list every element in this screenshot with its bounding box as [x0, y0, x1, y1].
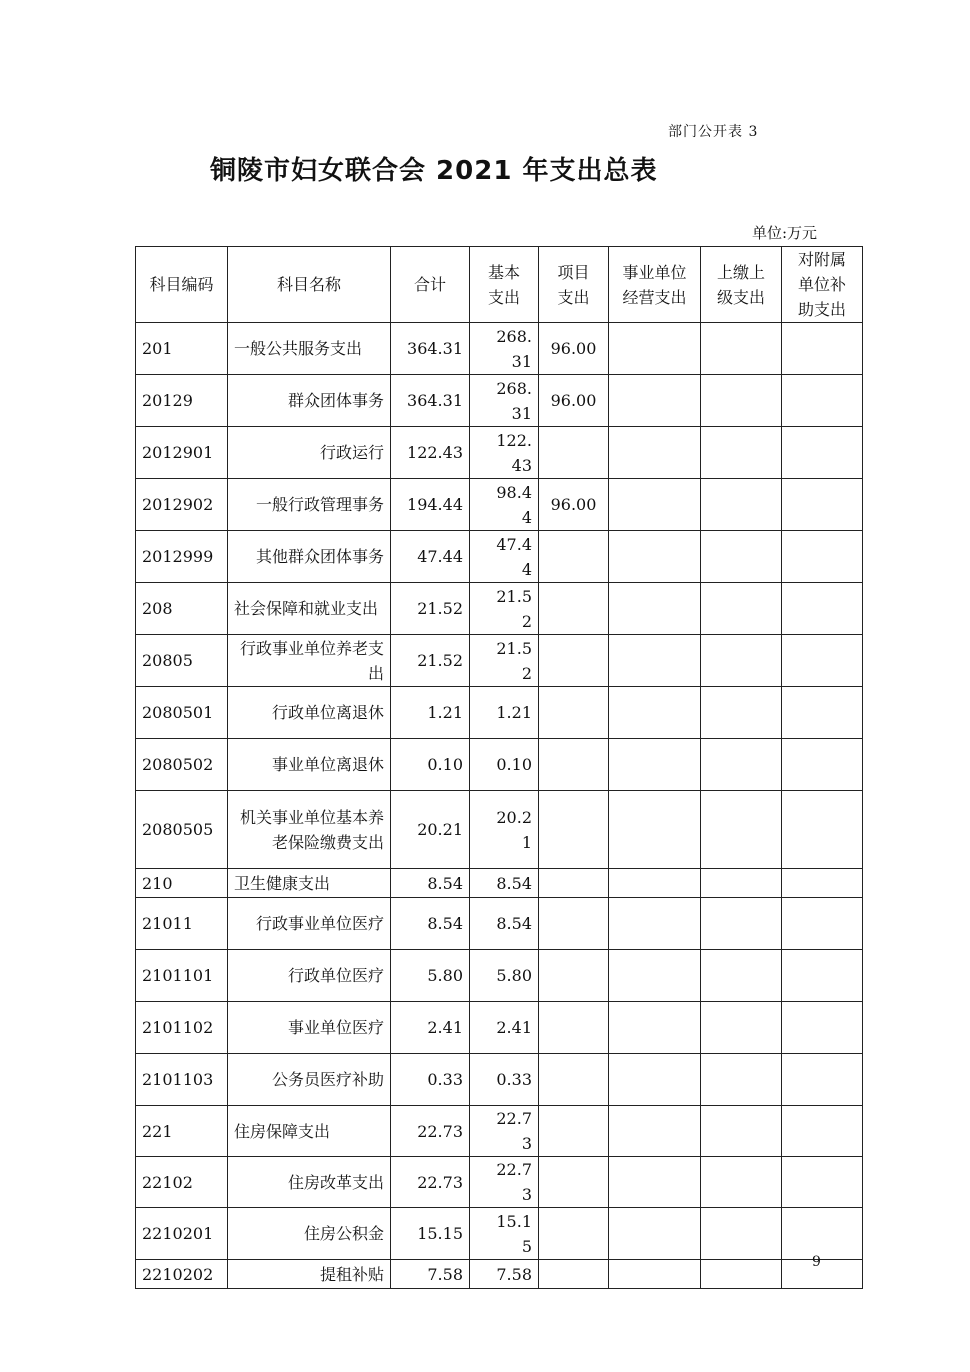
row-total: 5.80 — [391, 950, 470, 1002]
row-name: 住房公积金 — [228, 1208, 391, 1260]
row-total: 22.73 — [391, 1106, 470, 1157]
row-project: 96.00 — [539, 479, 609, 531]
row-total: 8.54 — [391, 869, 470, 898]
row-subsidy — [782, 1002, 863, 1054]
row-basic: 20.21 — [470, 791, 539, 869]
row-name: 事业单位离退休 — [228, 739, 391, 791]
row-operating — [609, 635, 701, 687]
column-header — [391, 247, 470, 323]
row-total: 364.31 — [391, 375, 470, 427]
row-total: 364.31 — [391, 323, 470, 375]
row-basic: 22.73 — [470, 1157, 539, 1208]
row-subsidy — [782, 1106, 863, 1157]
row-operating — [609, 950, 701, 1002]
table-row — [136, 1054, 863, 1106]
row-basic: 15.15 — [470, 1208, 539, 1260]
row-code: 20805 — [136, 635, 228, 687]
page-title: 铜陵市妇女联合会 2021 年支出总表 — [210, 156, 658, 186]
row-basic: 0.10 — [470, 739, 539, 791]
table-row — [136, 583, 863, 635]
row-code: 2210201 — [136, 1208, 228, 1260]
row-subsidy — [782, 583, 863, 635]
row-operating — [609, 1260, 701, 1289]
column-header — [470, 247, 539, 323]
row-remit — [701, 1208, 782, 1260]
row-remit — [701, 739, 782, 791]
table-row — [136, 479, 863, 531]
row-total: 0.33 — [391, 1054, 470, 1106]
row-operating — [609, 898, 701, 950]
row-name: 公务员医疗补助 — [228, 1054, 391, 1106]
column-header-text: 对附属 — [797, 250, 846, 269]
column-header — [701, 247, 782, 323]
row-subsidy — [782, 950, 863, 1002]
table-row — [136, 1260, 863, 1289]
row-name: 社会保障和就业支出 — [228, 583, 391, 635]
column-header-text: 上缴上 — [716, 262, 765, 282]
row-operating — [609, 427, 701, 479]
row-subsidy — [782, 427, 863, 479]
row-basic: 22.73 — [470, 1106, 539, 1157]
column-header-text: 支出 — [557, 287, 590, 307]
row-name: 行政单位医疗 — [228, 950, 391, 1002]
table-row — [136, 323, 863, 375]
table-row — [136, 531, 863, 583]
row-code: 2012902 — [136, 479, 228, 531]
row-total: 22.73 — [391, 1157, 470, 1208]
row-subsidy — [782, 375, 863, 427]
row-project — [539, 950, 609, 1002]
row-remit — [701, 323, 782, 375]
row-remit — [701, 635, 782, 687]
unit-label: 单位:万元 — [752, 224, 818, 242]
row-basic: 122.43 — [470, 427, 539, 479]
row-code: 2080502 — [136, 739, 228, 791]
column-header-text: 项目 — [557, 262, 590, 282]
column-header — [539, 247, 609, 323]
row-operating — [609, 1208, 701, 1260]
column-header-text: 合计 — [413, 275, 446, 294]
row-code: 2080505 — [136, 791, 228, 869]
row-code: 20129 — [136, 375, 228, 427]
row-project — [539, 1002, 609, 1054]
row-project — [539, 583, 609, 635]
table-row — [136, 1106, 863, 1157]
row-project: 96.00 — [539, 375, 609, 427]
row-operating — [609, 375, 701, 427]
table-row — [136, 375, 863, 427]
row-subsidy — [782, 1054, 863, 1106]
row-total: 194.44 — [391, 479, 470, 531]
row-code: 2012901 — [136, 427, 228, 479]
row-remit — [701, 898, 782, 950]
row-project — [539, 427, 609, 479]
row-operating — [609, 1157, 701, 1208]
row-project — [539, 898, 609, 950]
row-basic: 47.44 — [470, 531, 539, 583]
row-code: 221 — [136, 1106, 228, 1157]
row-operating — [609, 869, 701, 898]
row-total: 8.54 — [391, 898, 470, 950]
row-project: 96.00 — [539, 323, 609, 375]
row-name: 行政事业单位医疗 — [228, 898, 391, 950]
row-operating — [609, 323, 701, 375]
row-subsidy — [782, 898, 863, 950]
row-total: 1.21 — [391, 687, 470, 739]
row-basic: 98.44 — [470, 479, 539, 531]
row-remit — [701, 1106, 782, 1157]
row-operating — [609, 791, 701, 869]
row-total: 21.52 — [391, 635, 470, 687]
row-project — [539, 869, 609, 898]
row-subsidy — [782, 531, 863, 583]
table-row — [136, 1208, 863, 1260]
row-operating — [609, 739, 701, 791]
row-name: 其他群众团体事务 — [228, 531, 391, 583]
row-code: 208 — [136, 583, 228, 635]
row-basic: 0.33 — [470, 1054, 539, 1106]
row-code: 2101102 — [136, 1002, 228, 1054]
row-name: 住房保障支出 — [228, 1106, 391, 1157]
column-header-text: 支出 — [487, 287, 520, 307]
column-header — [136, 247, 228, 323]
row-operating — [609, 1106, 701, 1157]
row-name: 提租补贴 — [228, 1260, 391, 1289]
row-basic: 268.31 — [470, 323, 539, 375]
row-basic: 21.52 — [470, 583, 539, 635]
row-name: 行政事业单位养老支出 — [228, 635, 391, 687]
row-remit — [701, 375, 782, 427]
row-operating — [609, 1002, 701, 1054]
expenditure-table — [135, 246, 863, 1289]
row-remit — [701, 1002, 782, 1054]
row-project — [539, 1157, 609, 1208]
row-remit — [701, 950, 782, 1002]
page-number: 9 — [812, 1254, 821, 1270]
row-operating — [609, 479, 701, 531]
row-total: 47.44 — [391, 531, 470, 583]
row-remit — [701, 1157, 782, 1208]
table-number-tag: 部门公开表 3 — [668, 124, 759, 140]
table-row — [136, 869, 863, 898]
column-header-text: 事业单位 — [622, 262, 687, 282]
row-total: 122.43 — [391, 427, 470, 479]
row-code: 2080501 — [136, 687, 228, 739]
row-code: 22102 — [136, 1157, 228, 1208]
row-remit — [701, 479, 782, 531]
column-header-text: 基本 — [487, 262, 520, 282]
row-basic: 8.54 — [470, 869, 539, 898]
row-name: 群众团体事务 — [228, 375, 391, 427]
row-total: 0.10 — [391, 739, 470, 791]
row-project — [539, 1054, 609, 1106]
row-remit — [701, 531, 782, 583]
row-subsidy — [782, 323, 863, 375]
row-remit — [701, 791, 782, 869]
row-remit — [701, 1260, 782, 1289]
table-row — [136, 687, 863, 739]
row-subsidy — [782, 1260, 863, 1289]
row-subsidy — [782, 869, 863, 898]
row-basic: 21.52 — [470, 635, 539, 687]
row-total: 21.52 — [391, 583, 470, 635]
row-project — [539, 1106, 609, 1157]
column-header-text: 科目编码 — [149, 275, 214, 294]
table-row — [136, 739, 863, 791]
row-basic: 7.58 — [470, 1260, 539, 1289]
row-remit — [701, 583, 782, 635]
row-basic: 2.41 — [470, 1002, 539, 1054]
row-code: 2012999 — [136, 531, 228, 583]
row-total: 2.41 — [391, 1002, 470, 1054]
row-operating — [609, 1054, 701, 1106]
row-name: 机关事业单位基本养老保险缴费支出 — [228, 791, 391, 869]
row-subsidy — [782, 1208, 863, 1260]
row-project — [539, 1260, 609, 1289]
row-project — [539, 687, 609, 739]
column-header — [782, 247, 863, 323]
row-remit — [701, 687, 782, 739]
row-remit — [701, 1054, 782, 1106]
row-basic: 1.21 — [470, 687, 539, 739]
row-subsidy — [782, 1157, 863, 1208]
table-row — [136, 1157, 863, 1208]
row-project — [539, 739, 609, 791]
column-header-text: 级支出 — [716, 287, 765, 307]
row-subsidy — [782, 687, 863, 739]
row-name: 行政单位离退休 — [228, 687, 391, 739]
row-code: 210 — [136, 869, 228, 898]
row-project — [539, 791, 609, 869]
row-subsidy — [782, 739, 863, 791]
row-project — [539, 635, 609, 687]
row-remit — [701, 427, 782, 479]
row-basic: 5.80 — [470, 950, 539, 1002]
column-header — [228, 247, 391, 323]
row-code: 2101101 — [136, 950, 228, 1002]
row-code: 2210202 — [136, 1260, 228, 1289]
row-subsidy — [782, 635, 863, 687]
column-header-text: 助支出 — [797, 300, 846, 319]
table-header-row — [136, 247, 863, 323]
row-code: 21011 — [136, 898, 228, 950]
row-project — [539, 1208, 609, 1260]
row-name: 住房改革支出 — [228, 1157, 391, 1208]
row-operating — [609, 687, 701, 739]
column-header-text: 单位补 — [797, 275, 846, 294]
row-name: 行政运行 — [228, 427, 391, 479]
row-code: 2101103 — [136, 1054, 228, 1106]
row-project — [539, 531, 609, 583]
table-row — [136, 1002, 863, 1054]
row-basic: 8.54 — [470, 898, 539, 950]
row-name: 事业单位医疗 — [228, 1002, 391, 1054]
table-row — [136, 950, 863, 1002]
row-remit — [701, 869, 782, 898]
row-operating — [609, 531, 701, 583]
row-total: 7.58 — [391, 1260, 470, 1289]
row-subsidy — [782, 791, 863, 869]
row-basic: 268.31 — [470, 375, 539, 427]
row-total: 15.15 — [391, 1208, 470, 1260]
row-code: 201 — [136, 323, 228, 375]
column-header-text: 科目名称 — [276, 275, 341, 294]
row-total: 20.21 — [391, 791, 470, 869]
row-name: 一般行政管理事务 — [228, 479, 391, 531]
row-operating — [609, 583, 701, 635]
row-name: 一般公共服务支出 — [228, 323, 391, 375]
column-header-text: 经营支出 — [622, 287, 687, 307]
row-name: 卫生健康支出 — [228, 869, 391, 898]
row-subsidy — [782, 479, 863, 531]
table-row — [136, 635, 863, 687]
table-row — [136, 427, 863, 479]
column-header — [609, 247, 701, 323]
table-row — [136, 791, 863, 869]
table-row — [136, 898, 863, 950]
